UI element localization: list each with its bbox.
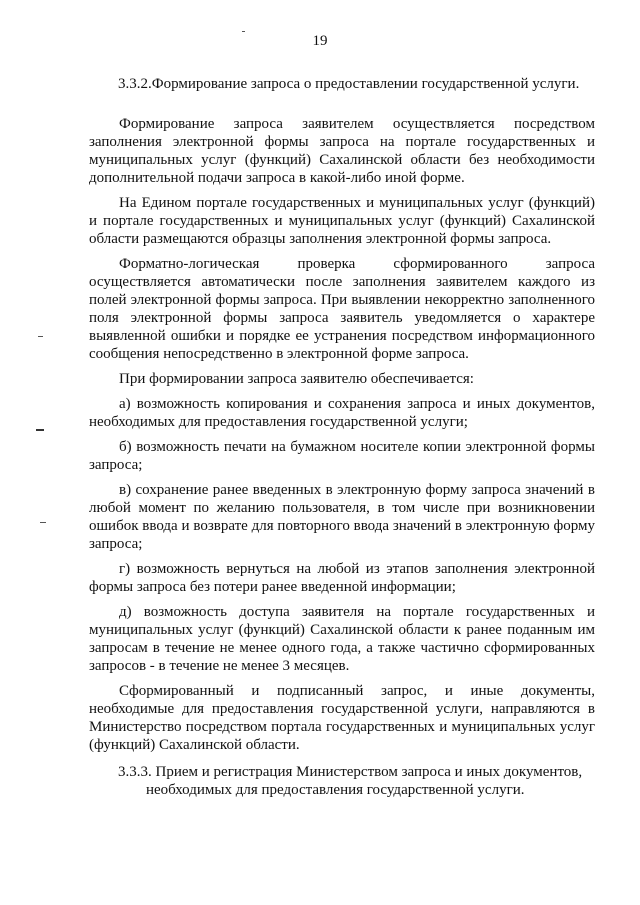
list-item: д) возможность доступа заявителя на портале государственных и муниципальных услуг (функций) Сахалинской области к ранее поданным им запросам в течение не менее одного года, а также частично сформированных запросов - в течение не менее 3 месяцев. (89, 604, 595, 674)
list-item: а) возможность копирования и сохранения запроса и иных документов, необходимых для предоставления государственной услуги; (89, 396, 595, 430)
list-item: г) возможность вернуться на любой из этапов заполнения электронной формы запроса без потери ранее введенной информации; (89, 561, 595, 595)
paragraph: Форматно-логическая проверка сформированного запроса осуществляется автоматически после заполнения заявителем каждого из полей электронной формы запроса. При выявлении некорректно заполненного поля электронной формы запроса заявитель уведомляется о характере выявленной ошибки и порядке ее устранения посредством информационного сообщения непосредственно в электронной форме запроса. (89, 256, 595, 362)
subsection-heading (118, 763, 598, 799)
section-heading: 3.3.2.Формирование запроса о предоставлении государственной услуги. (118, 76, 580, 92)
list-item: б) возможность печати на бумажном носителе копии электронной формы запроса; (89, 439, 595, 473)
scan-mark (242, 31, 245, 32)
subsection-heading-line1: 3.3.3. Прием и регистрация Министерством запроса и иных документов, (118, 764, 583, 780)
paragraph: На Едином портале государственных и муниципальных услуг (функций) и портале государственных и муниципальных услуг (функций) Сахалинской области размещаются образцы заполнения электронной формы запроса. (89, 195, 595, 247)
scan-mark (36, 429, 44, 431)
paragraph: Формирование запроса заявителем осуществляется посредством заполнения электронной формы запроса на портале государственных и муниципальных услуг (функций) Сахалинской области без необходимости дополнительной подачи запроса в какой-либо иной форме. (89, 116, 595, 186)
paragraph: Сформированный и подписанный запрос, и иные документы, необходимые для предоставления государственной услуги, направляются в Министерство посредством портала государственных и муниципальных услуг (функций) Сахалинской области. (89, 683, 595, 753)
scan-mark (38, 336, 43, 337)
subsection-heading-line2: необходимых для предоставления государственной услуги. (146, 782, 525, 798)
body-text (89, 115, 595, 754)
scan-mark (40, 522, 46, 523)
list-item: в) сохранение ранее введенных в электронную форму запроса значений в любой момент по желанию пользователя, в том числе при возникновении ошибок ввода и возврате для повторного ввода значений в электронную форму запроса; (89, 482, 595, 552)
page-number: 19 (312, 33, 328, 49)
paragraph: При формировании запроса заявителю обеспечивается: (119, 371, 474, 387)
